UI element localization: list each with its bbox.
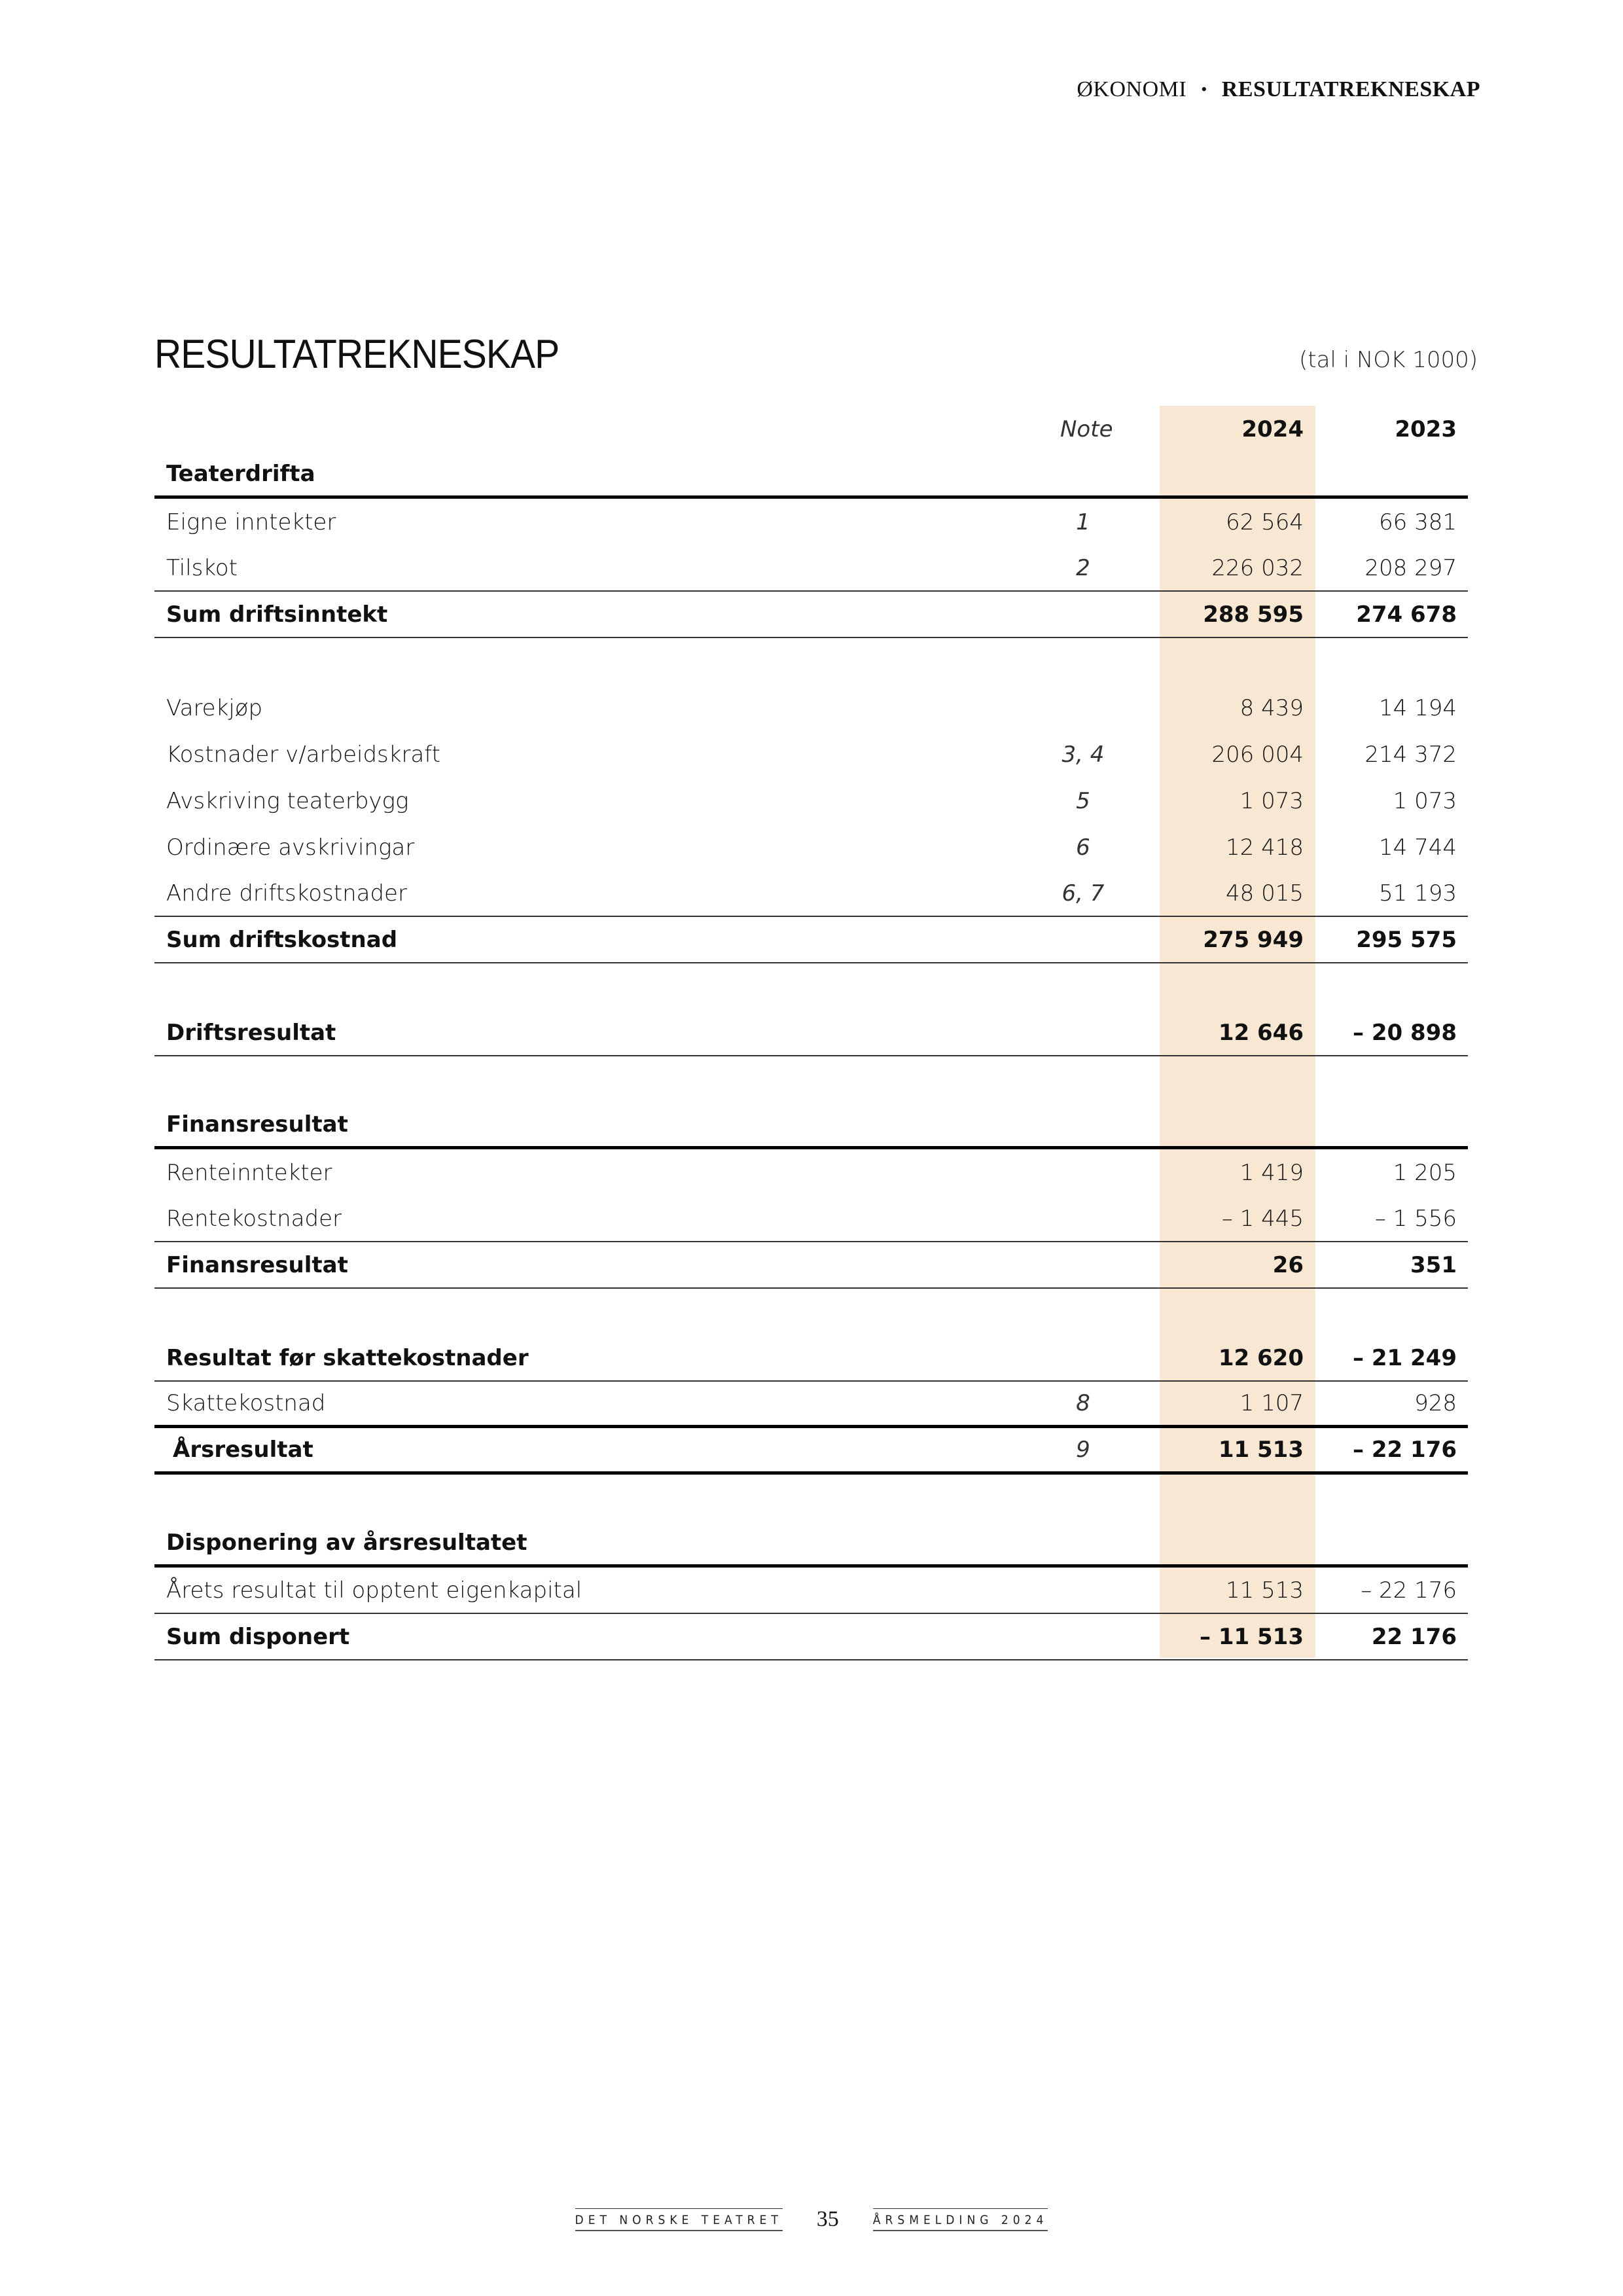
row-value-2023: 928 xyxy=(1414,1390,1457,1416)
row-label: Kostnader v/arbeidskraft xyxy=(166,741,440,768)
table-row xyxy=(154,685,1468,731)
annual-result-row xyxy=(154,1428,1468,1475)
sum-row xyxy=(154,1614,1468,1660)
row-value-2024: 1 107 xyxy=(1240,1390,1304,1416)
running-head-page-title: RESULTATREKNESKAP xyxy=(1221,77,1480,101)
row-label: Eigne inntekter xyxy=(166,509,336,535)
row-value-2024: 8 439 xyxy=(1240,694,1304,721)
row-label: Tilskot xyxy=(166,554,238,581)
row-value-2024: 226 032 xyxy=(1211,554,1304,581)
row-label: Avskriving teaterbygg xyxy=(166,787,409,814)
row-label: Rentekostnader xyxy=(166,1205,342,1232)
spacer-row xyxy=(154,638,1468,685)
row-value-2024: 288 595 xyxy=(1203,601,1304,628)
page-title: RESULTATREKNESKAP xyxy=(154,332,560,377)
sum-row xyxy=(154,592,1468,638)
row-label: Sum disponert xyxy=(166,1623,350,1650)
row-note: 5 xyxy=(1076,787,1090,814)
row-value-2023: 22 176 xyxy=(1371,1623,1457,1650)
row-note: 1 xyxy=(1076,509,1090,535)
table-row xyxy=(154,499,1468,545)
row-label: Disponering av årsresultatet xyxy=(166,1530,527,1556)
spacer-row xyxy=(154,1475,1468,1521)
year-2024-column-header: 2024 xyxy=(1241,416,1304,442)
row-value-2023: 66 381 xyxy=(1379,509,1457,535)
row-label: Renteinntekter xyxy=(166,1159,332,1186)
row-value-2024: 48 015 xyxy=(1226,880,1304,906)
spacer-row xyxy=(154,963,1468,1010)
row-value-2023: 14 744 xyxy=(1379,834,1457,861)
page-number: 35 xyxy=(816,2207,839,2231)
row-value-2024: 62 564 xyxy=(1226,509,1304,535)
row-note: 2 xyxy=(1076,554,1090,581)
row-value-2023: – 1 556 xyxy=(1374,1205,1457,1232)
row-value-2023: 351 xyxy=(1410,1251,1457,1278)
result-row xyxy=(154,1010,1468,1056)
row-label: Finansresultat xyxy=(166,1111,348,1138)
row-label: Driftsresultat xyxy=(166,1019,336,1046)
row-value-2023: 14 194 xyxy=(1379,694,1457,721)
row-value-2023: 51 193 xyxy=(1379,880,1457,906)
row-value-2023: – 21 249 xyxy=(1353,1344,1457,1371)
row-label: Teaterdrifta xyxy=(166,461,315,487)
row-value-2023: – 20 898 xyxy=(1353,1019,1457,1046)
row-note: 3, 4 xyxy=(1061,741,1105,768)
row-value-2023: 1 073 xyxy=(1393,787,1457,814)
row-value-2024: 1 073 xyxy=(1240,787,1304,814)
row-value-2024: 12 418 xyxy=(1226,834,1304,861)
footer-publication: ÅRSMELDING 2024 xyxy=(873,2208,1048,2231)
sum-row xyxy=(154,917,1468,963)
table-row xyxy=(154,1149,1468,1196)
row-label: Årsresultat xyxy=(173,1437,313,1463)
row-note: 8 xyxy=(1076,1390,1090,1416)
row-label: Sum driftskostnad xyxy=(166,926,398,953)
note-column-header: Note xyxy=(1060,416,1113,442)
section-header-row xyxy=(154,1103,1468,1149)
row-value-2024: 12 620 xyxy=(1218,1344,1304,1371)
result-row xyxy=(154,1335,1468,1382)
row-label: Finansresultat xyxy=(166,1251,348,1278)
row-label: Resultat før skattekostnader xyxy=(166,1344,529,1371)
row-value-2024: – 11 513 xyxy=(1200,1623,1304,1650)
row-value-2023: 274 678 xyxy=(1356,601,1457,628)
running-head xyxy=(1077,77,1480,102)
row-label: Sum driftsinntekt xyxy=(166,601,388,628)
income-statement-table xyxy=(154,406,1468,1660)
row-value-2024: – 1 445 xyxy=(1221,1205,1304,1232)
row-value-2024: 11 513 xyxy=(1218,1437,1304,1463)
row-value-2023: – 22 176 xyxy=(1361,1577,1457,1604)
row-value-2023: 295 575 xyxy=(1356,926,1457,953)
row-value-2023: 208 297 xyxy=(1364,554,1457,581)
running-head-section: ØKONOMI xyxy=(1077,77,1187,101)
page-footer xyxy=(0,2207,1623,2232)
row-note: 9 xyxy=(1076,1437,1090,1463)
row-value-2023: 1 205 xyxy=(1393,1159,1457,1186)
table-row xyxy=(154,824,1468,870)
table-row xyxy=(154,1568,1468,1614)
row-value-2024: 12 646 xyxy=(1218,1019,1304,1046)
table-row xyxy=(154,1382,1468,1428)
row-value-2023: – 22 176 xyxy=(1353,1437,1457,1463)
sum-row xyxy=(154,1242,1468,1289)
unit-note: (tal i NOK 1000) xyxy=(1298,347,1478,373)
table-row xyxy=(154,545,1468,592)
row-note: 6 xyxy=(1076,834,1090,861)
row-value-2023: 214 372 xyxy=(1364,741,1457,768)
table-row xyxy=(154,870,1468,917)
table-row xyxy=(154,778,1468,824)
row-value-2024: 26 xyxy=(1272,1251,1304,1278)
footer-organization: DET NORSKE TEATRET xyxy=(575,2208,783,2231)
row-value-2024: 275 949 xyxy=(1203,926,1304,953)
row-value-2024: 11 513 xyxy=(1226,1577,1304,1604)
table-row xyxy=(154,731,1468,778)
section-header-row xyxy=(154,452,1468,499)
table-row xyxy=(154,1196,1468,1242)
spacer-row xyxy=(154,1289,1468,1335)
spacer-row xyxy=(154,1056,1468,1103)
table-header-row xyxy=(154,406,1468,452)
year-2023-column-header: 2023 xyxy=(1395,416,1457,442)
row-value-2024: 206 004 xyxy=(1211,741,1304,768)
row-value-2024: 1 419 xyxy=(1240,1159,1304,1186)
row-label: Andre driftskostnader xyxy=(166,880,407,906)
section-header-row xyxy=(154,1521,1468,1568)
row-label: Ordinære avskrivingar xyxy=(166,834,415,861)
bullet-separator-icon: • xyxy=(1201,80,1207,99)
row-label: Årets resultat til opptent eigenkapital xyxy=(166,1577,582,1604)
row-label: Varekjøp xyxy=(166,694,263,721)
row-label: Skattekostnad xyxy=(166,1390,326,1416)
row-note: 6, 7 xyxy=(1061,880,1105,906)
